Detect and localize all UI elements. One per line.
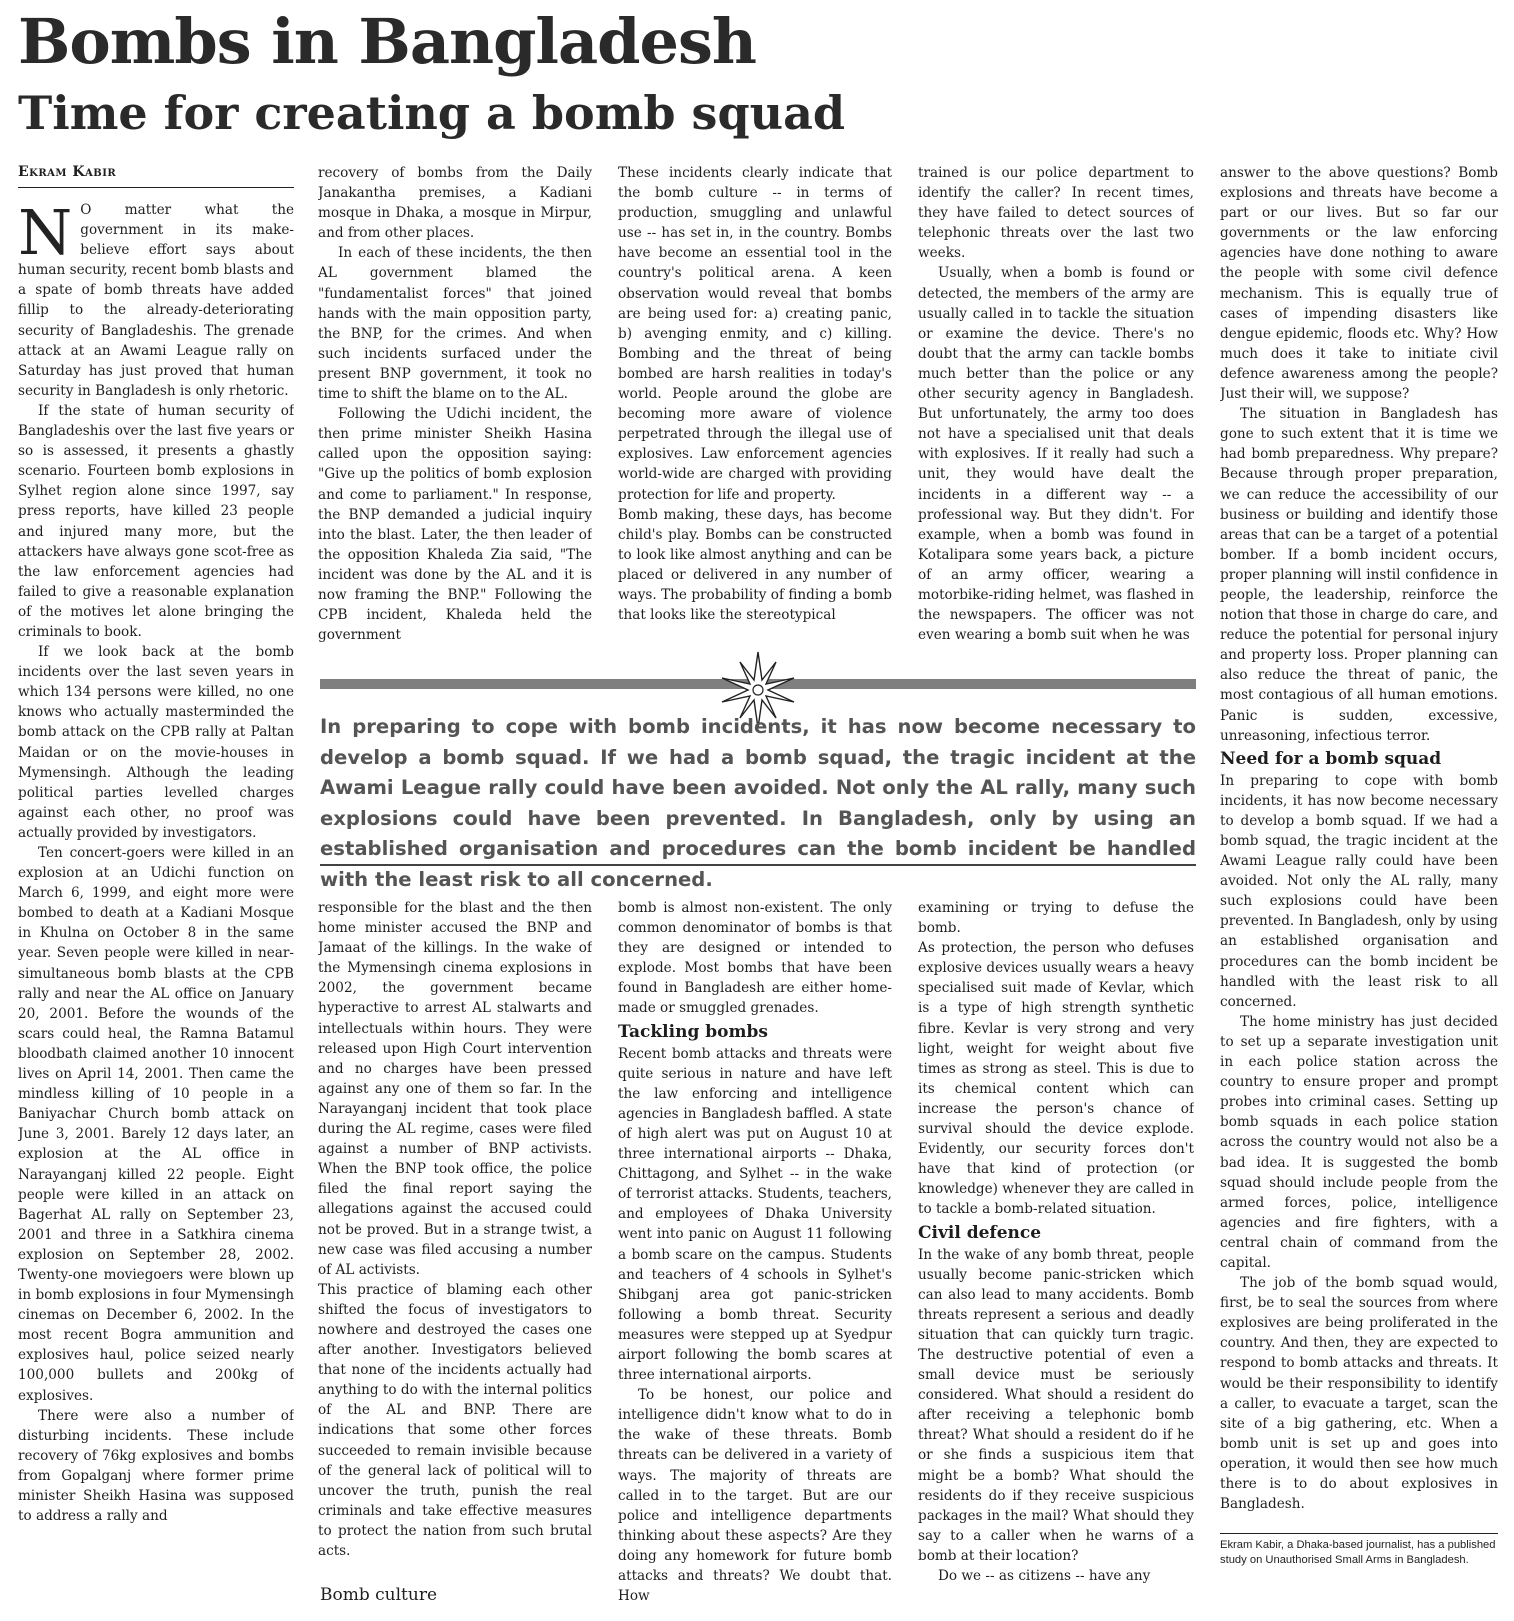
headline: Bombs in Bangladesh (18, 5, 756, 78)
paragraph: answer to the above questions? Bomb explosions and threats have become a part or our lives. But so far our governments or the law enforcing agencies have done nothing to aware the people with some civil defence mechanism. This is equally true of cases of impending disasters like dengue epidemic, floods etc. Why? How much does it take to initiate civil defence awareness among the people? Just their will, we suppose? (1220, 165, 1498, 403)
paragraph: examining or trying to defuse the bomb. (918, 900, 1194, 937)
paragraph: If we look back at the bomb incidents over the last seven years in which 134 persons were killed, no one knows who actually masterminded the bomb attack on the CPB rally at Paltan Maidan or on the movie-houses in Mymensingh. Although the leading political parties levelled charges against each other, no proof was actually provided by investigators. (18, 644, 294, 841)
paragraph: In preparing to cope with bomb incidents, it has now become necessary to develop a bomb squad. If we had a bomb squad, the tragic incident at the Awami League rally could have been avoided. Not only the AL rally, many such explosions could have been prevented. In Bangladesh, only by using an established organisation and procedures can the bomb incident be handled with the least risk to all concerned. (1220, 772, 1498, 1010)
column-5 (1220, 163, 1498, 1525)
paragraph: If the state of human security of Bangladeshis over the last five years or so is assessed, it presents a ghastly scenario. Fourteen bomb explosions in Sylhet region alone since 1997, say press reports, have killed 23 people and injured many more, but the attackers have always gone scot-free as the law enforcement agencies had failed to give a reasonable explanation of the motives let alone bringing the criminals to book. (18, 402, 294, 640)
paragraph: The home ministry has just decided to set up a separate investigation unit in each police station across the country to ensure proper and prompt probes into criminal cases. Setting up bomb squads in each police station across the country would not also be a bad idea. It is suggested the bomb squad should include people from the armed forces, police, intelligence agencies and fire fighters, with a central chain of command from the capital. (1220, 1013, 1498, 1271)
paragraph: There were also a number of disturbing incidents. These include recovery of 76kg explosives and bombs from Gopalganj where former prime minister Sheikh Hasina was supposed to address a rally and (18, 1407, 294, 1525)
paragraph: In the wake of any bomb threat, people usually become panic-stricken which can also lead to many accidents. Bomb threats represent a serious and deadly situation that can quickly turn tragic. The destructive potential of even a small device must be seriously considered. What should a resident do after receiving a telephonic bomb threat? What should a resident do if he or she finds a suspicious item that might be a bomb? What should the residents do if they receive suspicious packages in the mail? What should they say to a caller when he warns of a bomb at their location? (918, 1246, 1194, 1564)
paragraph: Following the Udichi incident, the then prime minister Sheikh Hasina called upon the opposition saying: "Give up the politics of bomb explosion and come to parliament." In response, the BNP demanded a judicial inquiry into the blast. Later, the then leader of the opposition Khaleda Zia said, "The incident was done by the AL and it is now framing the BNP." Following the CPB incident, Khaleda held the government (318, 406, 592, 644)
column-2-bottom (318, 898, 592, 1580)
paragraph: In each of these incidents, the then AL government blamed the "fundamentalist forces" that joined hands with the main opposition party, the BNP, for the crimes. And when such incidents surfaced under the present BNP government, it took no time to shift the blame on to the AL. (318, 245, 592, 403)
byline: Ekram Kabir (18, 163, 294, 188)
paragraph: trained is our police department to identify the caller? In recent times, they have failed to detect sources of telephonic threats over the last two weeks. (918, 165, 1194, 262)
column-4-top (918, 163, 1194, 653)
subheadline: Time for creating a bomb squad (18, 86, 846, 140)
paragraph: N O matter what the government in its make-believe effort says about human security, recent bomb blasts and a spate of bomb threats have added fillip to the already-deteriorating security of Bangladeshis. The grenade attack at an Awami League rally on Saturday has just proved that human security in Bangladesh is only rhetoric. (18, 196, 294, 399)
column-2-top (318, 163, 592, 653)
pull-quote: In preparing to cope with bomb incidents, it has now become necessary to develop a bomb squad. If we had a bomb squad, the tragic incident at the Awami League rally could have been avoided. Not only the AL rally, many such explosions could have been prevented. In Bangladesh, only by using an established organisation and procedures can the bomb incident be handled with the least risk to all concerned. (320, 715, 1196, 891)
paragraph: The job of the bomb squad would, first, be to seal the sources from where explosives are being proliferated in the country. And then, they are expected to respond to bomb attacks and threats. It would be their responsibility to identify a caller, to evacuate a target, scan the site of a big gathering, etc. When a bomb unit is set up and goes into operation, it would then see how much there is to do about explosives in Bangladesh. (1220, 1275, 1498, 1513)
column-1 (18, 163, 294, 1608)
paragraph: recovery of bombs from the Daily Janakantha premises, a Kadiani mosque in Dhaka, a mosque in Mirpur, and from other places. (318, 165, 592, 242)
paragraph: The situation in Bangladesh has gone to such extent that it is time we had bomb preparedness. Why prepare? Because through proper preparation, we can reduce the accessibility of our business or building and identify those areas that can be a target of a potential bomber. If a bomb incident occurs, proper planning will instil confidence in people, the leadership, reinforce the notion that those in charge do care, and reduce the potential for personal injury and property loss. Proper planning can also reduce the threat of panic, the most contagious of all human emotions. Panic is sudden, excessive, unreasoning, infectious terror. (1220, 406, 1498, 744)
author-bio: Ekram Kabir, a Dhaka-based journalist, has a published study on Unauthorised Small Arms in Bangladesh. (1220, 1539, 1496, 1566)
paragraph: Do we -- as citizens -- have any (938, 1568, 1151, 1584)
section-heading-need-for-bomb-squad: Need for a bomb squad (1220, 748, 1442, 769)
drop-cap: N (18, 196, 73, 269)
section-heading-tackling-bombs: Tackling bombs (618, 1021, 768, 1042)
section-heading-bomb-culture: Bomb culture (320, 1585, 438, 1605)
paragraph: Recent bomb attacks and threats were quite serious in nature and have left the law enforcing and intelligence agencies in Bangladesh baffled. A state of high alert was put on August 10 at three international airports -- Dhaka, Chittagong, and Sylhet -- in the wake of terrorist attacks. Students, teachers, and employees of Dhaka University went into panic on August 11 following a bomb scare on the campus. Students and teachers of 4 schools in Sylhet's Shibganj area got panic-stricken following a bomb threat. Security measures were stepped up at Syedpur airport following the bomb scares at three international airports. (618, 1045, 892, 1384)
column-3-top (618, 163, 892, 653)
paragraph: These incidents clearly indicate that the bomb culture -- in terms of production, smuggling and unlawful use -- has set in, in the country. Bombs have become an essential tool in the country's political arena. A keen observation would reveal that bombs are being used for: a) creating panic, b) avenging enmity, and c) killing. Bombing and the threat of being bombed are harsh realities in today's world. People around the globe are becoming more aware of violence perpetrated through the illegal use of explosives. Law enforcement agencies world-wide are charged with providing protection for life and property. (618, 165, 892, 503)
paragraph: To be honest, our police and intelligence didn't know what to do in the wake of these threats. Bomb threats can be delivered in a variety of ways. The majority of threats are called in to the target. But are our police and intelligence departments thinking about these aspects? Are they doing any homework for future bomb attacks and threats? We doubt that. How (618, 1387, 892, 1605)
paragraph: Ten concert-goers were killed in an explosion at an Udichi function on March 6, 1999, and eight more were bombed to death at a Kadiani Mosque in Khulna on October 8 in the same year. Seven people were killed in near-simultaneous bomb blasts at the CPB rally and near the AL office on January 20, 2001. Before the wounds of the scars could heal, the Ramna Batamul bloodbath claimed another 10 innocent lives on April 14, 2001. Then came the mindless killing of 10 people in a Baniyachar Church bomb attack on June 3, 2001. Barely 12 days later, an explosion at the AL office in Narayanganj killed 22 people. Eight people were killed in an attack on Bagerhat AL rally on September 23, 2001 and three in a Satkhira cinema explosion on September 28, 2002. Twenty-one moviegoers were blown up in bomb explosions in four Mymensingh cinemas on December 6, 2002. In the most recent Bogra ammunition and explosives haul, police seized nearly 100,000 bullets and 200kg of explosives. (18, 845, 294, 1404)
paragraph: As protection, the person who defuses explosive devices usually wears a heavy specialised suit made of Kevlar, which is a type of high strength synthetic fibre. Kevlar is very strong and very light, weight for weight about five times as strong as steel. This is due to its chemical content which can increase the person's chance of survival should the device explode. Evidently, our security forces don't have that kind of protection (or knowledge) whenever they are called in to tackle a bomb-related situation. (918, 940, 1194, 1218)
paragraph: bomb is almost non-existent. The only common denominator of bombs is that they are designed or intended to explode. Most bombs that have been found in Bangladesh are either home-made or smuggled grenades. (618, 900, 892, 1017)
section-heading-civil-defence: Civil defence (918, 1222, 1042, 1243)
pullquote-rule (320, 864, 1196, 866)
paragraph: Usually, when a bomb is found or detected, the members of the army are usually called in to tackle the situation or examine the device. There's no doubt that the army can tackle bombs much better than the police or any other security agency in Bangladesh. But unfortunately, the army too does not have a specialised unit that deals with explosives. If it really had such a unit, they would have dealt the incidents in a different way -- a professional way. But they didn't. For example, when a bomb was found in Kotalipara some years back, a picture of an army officer, wearing a motorbike-riding helmet, was flashed in the newspapers. The officer was not even wearing a bomb suit when he was (918, 265, 1194, 644)
paragraph: Bomb making, these days, has become child's play. Bombs can be constructed to look like almost anything and can be placed or delivered in any number of ways. The probability of finding a bomb that looks like the stereotypical (618, 506, 892, 624)
paragraph: responsible for the blast and the then home minister accused the BNP and Jamaat of the killings. In the wake of the Mymensingh cinema explosions in 2002, the government became hyperactive to arrest AL stalwarts and intellectuals within hours. They were released upon High Court intervention and no charges have been pressed against any one of them so far. In the Narayanganj incident that took place during the AL regime, cases were filed against a number of BNP activists. When the BNP took office, the police filed the final report saying the allegations against the accused could not be proved. But in a strange twist, a new case was filed accusing a number of AL activists. (318, 900, 592, 1278)
column-4-bottom (918, 898, 1194, 1610)
author-bio-rule (1220, 1533, 1498, 1534)
paragraph: This practice of blaming each other shifted the focus of investigators to nowhere and destroyed the cases one after another. Investigators believed that none of the incidents actually had anything to do with the internal politics of the AL and BNP. There are indications that some other forces succeeded to remain invisible because of the general lack of political will to uncover the truth, punish the real criminals and take effective measures to protect the nation from such brutal acts. (318, 1281, 592, 1559)
column-3-bottom (618, 898, 892, 1610)
